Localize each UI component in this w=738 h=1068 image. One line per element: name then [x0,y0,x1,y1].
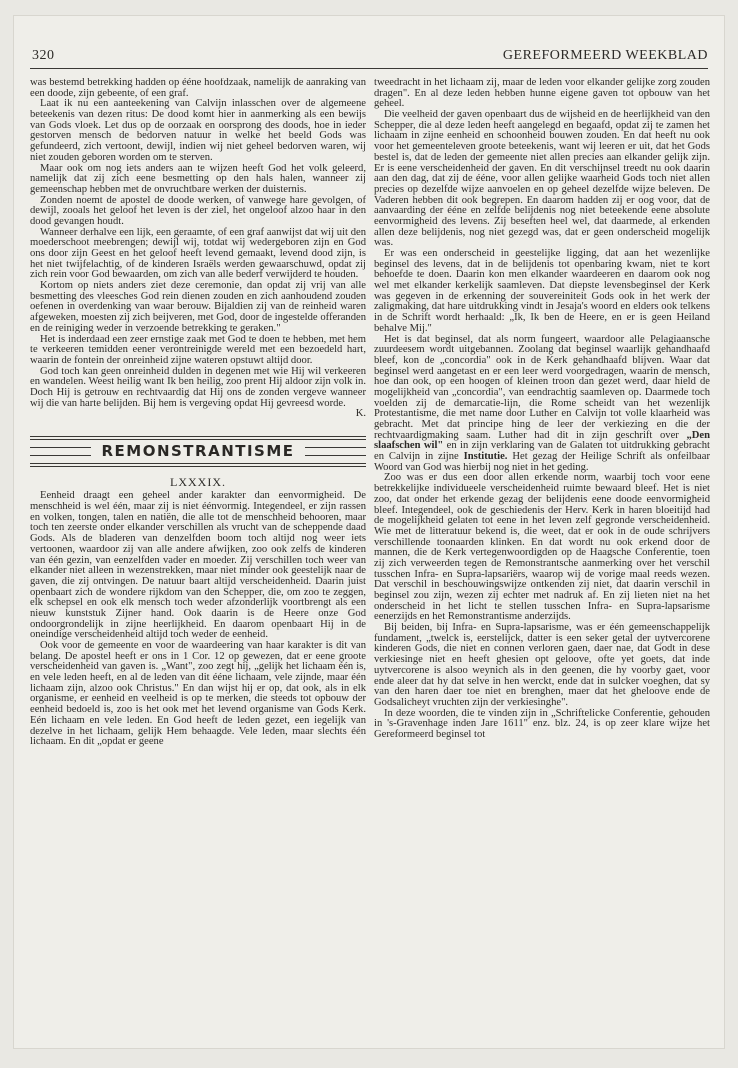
paragraph: Zoo was er dus een door allen erkende norm, waarbij toch voor eene betrekkelijke individueele verscheidenheid ruimte bewaard bleef. Het is niet zoo, dat onder het erkende gezag der belijdenis eene doode eenvormigheid bleef. Integendeel, ook de geschiedenis der Herv. Kerk in haren bloeitijd had de mogelijkheid gelaten tot eene in het leven zelf gegronde verscheidenheid. Wie met de litteratuur bekend is, die weet, dat er ook in de oude schrijvers verschillende toonaarden klinken. En dat wordt nu ook erkend door de mannen, die de Kerk vertegenwoordigden op de Haagsche Conferentie, toen zij zich verweerden tegen de Remonstrantsche aanmerking over het verschil tusschen Infra- en Supra-lapsariërs, waarop wij de vorige maal reeds wezen. Dat verschil in beschouwingswijze ontkenden zij niet, dat daarin verschil in beginsel zou zijn, wezen zij echter met nadruk af. En zij lieten niet na het onderscheid in het licht te stellen tusschen Infra- en Supra-lapsarisme eenerzijds en het Remonstrantisme anderzijds. [374,472,710,623]
section-title: REMONSTRANTISME [101,442,295,460]
title-rule-right [305,447,366,456]
paragraph: In deze woorden, die te vinden zijn in „Schriftelicke Conferentie, gehouden in 's-Gravenhage inden Jare 1611" enz. blz. 24, is op zeer klare wijze het Gereformeerd beginsel tot [374,707,710,740]
paragraph: Zonden noemt de apostel de doode werken, of vanwege hare gevolgen, of dewijl, zooals het geloof het leven is der ziel, het ongeloof alzoo haar in den dood gevangen houdt. [30,194,366,227]
paragraph: Ook voor de gemeente en voor de waardeering van haar karakter is dit van belang. De apostel heeft er ons in 1 Cor. 12 op gewezen, dat er eene groote verscheidenheid van gaven is. „Want", zoo zegt hij, „gelijk het lichaam één is, en vele leden heeft, en al de leden van dit ééne lichaam, vele zijnde, maar één lichaam zijn, alzoo ook Christus." En dan wijst hij er op, dat ook, als in elk organisme, er eenheid en veelheid is op te merken, die steeds tot opbouw der eenheid bedoeld is, zoo is het ook met het levend organisme van Gods Kerk. Eén lichaam en vele leden. En God heeft de leden gezet, een iegelijk van dezelve in het lichaam, gelijk Hem behaagde. Vele leden, maar slechts één lichaam. En dit „opdat er geene [30,640,366,748]
section-heading-block [30,436,366,467]
paragraph: tweedracht in het lichaam zij, maar de leden voor elkander gelijke zorg zouden dragen". En al deze leden hebben hunne eigene gaven tot opbouw van het geheel. [374,78,710,110]
paragraph [374,335,710,474]
bold-title-institutie: Institutie. [463,451,508,463]
author-signature: K. [355,408,366,420]
journal-title: GEREFORMEERD WEEKBLAD [502,48,708,63]
title-rule-left [30,447,91,456]
left-column [30,78,366,1038]
paragraph: Er was een onderscheid in geestelijke ligging, dat aan het wezenlijke beginsel des levens, dat in de belijdenis tot openbaring kwam, niet te kort behoefde te doen. Daarin kon men elkander waardeeren en daarom ook nog wel met elkander kerkelijk saamleven. Dat diepste levensbeginsel der Kerk was gegeven in de erkenning der souvereiniteit Gods ook in het werk der zaligmaking, dat hare uitdrukking vindt in Jesaja's woord en elders ook telkens in de Schrift wordt herhaald: „Ik, Ik ben de Heere, en er is geen Heiland behalve Mij." [374,248,710,334]
installment-number: LXXXIX. [170,474,226,489]
top-margin-strip [0,0,738,16]
signature-line [30,409,366,420]
paragraph: Maar ook om nog iets anders aan te wijzen heeft God het volk geleerd, namelijk dat zij zich eene besmetting op den hals halen, wanneer zij gemeenschap hebben met de onvruchtbare werken der duisternis. [30,162,366,195]
bold-title-slaafschen-wil: „Den slaafschen wil" [374,429,710,452]
paragraph: God toch kan geen onreinheid dulden in degenen met wie Hij wil verkeeren en wandelen. Weest heilig want Ik ben heilig, zoo prent Hij aldoor zijn volk in. Doch Hij is getrouw en rechtvaardig dat Hij ons de zonden vergeve wanneer wij die van harte belijden. Bij hem is vergeving opdat Hij gevreesd worde. [30,365,366,409]
paragraph: was bestemd betrekking hadden op ééne hoofdzaak, namelijk de aanraking van een doode, zijn gebeente, of een graf. [30,78,366,99]
paragraph: Het is inderdaad een zeer ernstige zaak met God te doen te hebben, met hem te verkeeren temidden eener verontreinigde wereld met een bezoedeld hart, waarin de fontein der onreinheid zijne wateren opstuwt altijd door. [30,333,366,366]
section-rule-top [30,436,366,440]
paragraph: Kortom op niets anders ziet deze ceremonie, dan opdat zij vrij van alle besmetting des vleesches God rein dienen zouden en zich aanhoudend zouden oefenen in overdenking van waar berouw. Bijaldien zij van de reinheid waren afgeweken, moesten zij zich beijveren, met God, door de ingestelde offeranden en de reiniging weder in verzoende betrekking te geraken." [30,280,366,334]
text-run: Het gezag der Heilige Schrift als onfeilbaar Woord van God was hierbij nog niet in het geding. [374,451,710,473]
section-title-row [30,442,366,460]
right-column [374,78,710,1038]
newspaper-page [14,16,724,1048]
paragraph: Laat ik nu een aanteekening van Calvijn inlasschen over de algemeene beteekenis van dezen ritus: De dood komt hier in aanmerking als een bewijs van Gods vloek. Let dus op de oorzaak en oorsprong des doods, hoe in ieder gestorven mensch de bedorven natuur in welke het beeld Gods was gefundeerd, zich vertoont, dewijl, indien wij niet geheel bedorven waren, wij niet zouden geboren worden om te sterven. [30,98,366,163]
paragraph: Die veelheid der gaven openbaart dus de wijsheid en de heerlijkheid van den Schepper, die al deze leden heeft aangelegd en begaafd, opdat zij te zamen het lichaam in zijne eenheid en schoonheid bouwen zouden. En dat heeft nu ook voor het gemeenteleven groote beteekenis, want wij leeren er uit, dat het Gods bestel is, dat de leden der gemeente niet allen precies aan elkander gelijk zijn. Er is eene verscheidenheid der gaven. En dit verschijnsel treedt nu ook daarin aan den dag, dat zij de ééne, voor allen gelijke waarheid Gods toch niet allen precies op dezelfde wijze aanvoelen en op geheel dezelfde wijze beleven. De Vaderen hebben dit ook begrepen. En daarom hadden zij er oog voor, dat de aanvaarding der ééne en zelfde belijdenis nog niet beteekende eene absolute eenvormigheid des levens. Zij beseften heel wel, dat daarmede, al erkenden allen deze belijdenis, nog niet gezegd was, dat er geen onderscheid mogelijk was. [374,109,710,249]
paragraph: Wanneer derhalve een lijk, een geraamte, of een graf aanwijst dat wij uit den moederschoot meebrengen; dewijl wij, totdat wij wedergeboren zijn en God ons door zijn Geest en het geloof heeft levend gemaakt, levend dood zijn, is het niet twijfelachtig, of de kinderen Israëls werden gewaarschuwd, opdat zij zich rein voor God bewaarden, om zich van alle bederf verwijderd te houden. [30,226,366,281]
paragraph: Bij beiden, bij Infra- en Supra-lapsarisme, was er één gemeenschappelijk fundament, „twelck is, eerstelijck, datter is een seker getal der uytvercorene kinderen Gods, die niet en connen verloren gaen, daer nae, dat Godt in dese verkiesinge niet en heeft ghesien opt geloove, ofte yet goets, dat inde uytvercorene is alsoo weynich als in den geenen, die hy voorby gaet, voor ende aleer dat hy dat selve in hen werckt, ende dat in sulcker voeghen, dat sy van den haren daer toe niet en brenghen, maer dat het gheloove ende de Godsalicheyt vruchten zijn der verkiesinghe". [374,622,710,708]
section-rule-bottom [30,463,366,467]
text-run: Het is dat beginsel, dat als norm fungeert, waardoor alle Pelagiaansche zuurdeesem wordt uitgebannen. Zoolang dat beginsel waarlijk gehandhaafd bleef, kon de „concordia" ook in de Kerk gehandhaafd blijven. Waar dat beginsel werd aangetast en er een leer werd voorgedragen, waarin de mensch, hoe dan ook, op een hoogen of kleinen troon dan gezet werd, daar hield de mogelijkheid van „concordia", van eendrachtig saamleven op. Daarmede toch voelden zij de demarcatie-lijn, die Rome scheidt van het wezenlijk Protestantisme, die met name door Luther en Calvijn tot volle klaarheid was gebracht. Met dat principe hing de leer der verkiezing en die der rechtvaardigmaking saam. Luther had dit in zijn geschrift over [374,333,710,441]
header-rule [30,68,708,69]
page-number: 320 [32,48,55,63]
text-run: en in zijn verklaring van de Galaten tot uitdrukking gebracht en Calvijn in zijne [374,440,710,463]
paragraph: Eenheid draagt een geheel ander karakter dan eenvormigheid. De menschheid is wel één, maar zij is niet éénvormig. Integendeel, er zijn rassen en volken, tongen, talen en natiën, die alle tot de menschheid behooren, maar toch ten zeerste onder elkander verschillen als vrucht van de scheppende daad Gods. Als de bladeren van denzelfden boom toch altijd nog weer iets vertoonen, waardoor zij van alle andere afwijken, zoo ook zelfs de kinderen van één gezin, van eenzelfden vader en moeder. Zij verschillen toch weer van elkander niet alleen in wezenstrekken, maar niet minder ook geestelijk naar de gaven, die zij ontvingen. De natuur baart altijd verscheidenheid. Daarin juist openbaart zich de wondere rijkdom van den Schepper, die, om zoo te zeggen, elk schepsel en ook elk mensch toch weder afzonderlijk voortbrengt als een nieuw kunststuk Zijner hand. Ook daarin is de Heere onze God ondoorgrondelijk in zijne heerlijkheid. En daarom openbaart Hij in de oneindige verscheidenheid altijd toch weder de eenheid. [30,490,366,641]
